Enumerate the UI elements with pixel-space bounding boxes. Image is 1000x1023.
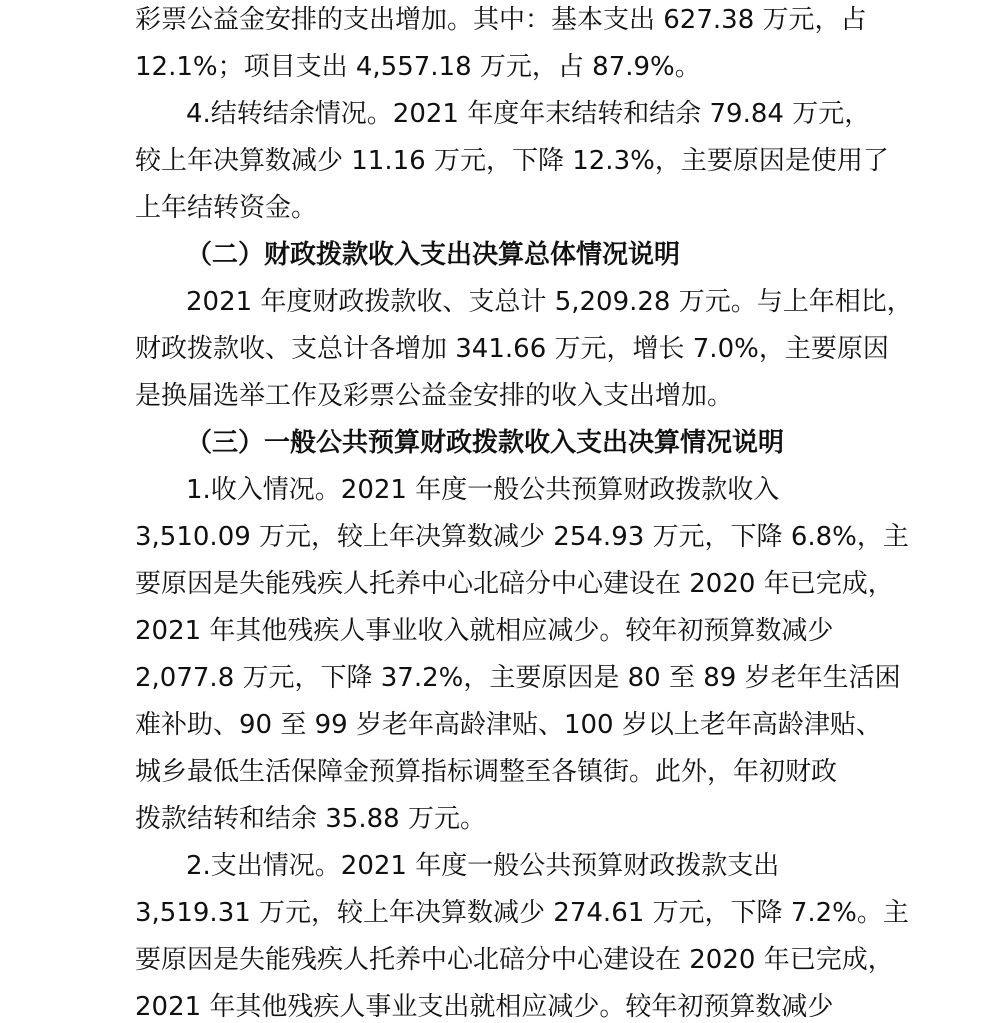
text-line: 3,519.31 万元，较上年决算数减少 274.61 万元，下降 7.2%。主 bbox=[135, 898, 909, 928]
text-line: 城乡最低生活保障金预算指标调整至各镇街。此外，年初财政 bbox=[135, 757, 838, 787]
text-line: 1.收入情况。2021 年度一般公共预算财政拨款收入 bbox=[186, 475, 780, 505]
text-line: 较上年决算数减少 11.16 万元，下降 12.3%，主要原因是使用了 bbox=[135, 146, 889, 176]
text-line: 彩票公益金安排的支出增加。其中：基本支出 627.38 万元，占 bbox=[135, 5, 867, 35]
text-line: 12.1%；项目支出 4,557.18 万元，占 87.9%。 bbox=[135, 52, 701, 82]
text-line: 2021 年其他残疾人事业支出就相应减少。较年初预算数减少 bbox=[135, 992, 834, 1022]
text-line: 财政拨款收、支总计各增加 341.66 万元，增长 7.0%，主要原因 bbox=[135, 334, 889, 364]
text-line: 上年结转资金。 bbox=[135, 193, 318, 223]
text-line: 2021 年度财政拨款收、支总计 5,209.28 万元。与上年相比， bbox=[186, 287, 913, 317]
text-line: 要原因是失能残疾人托养中心北碚分中心建设在 2020 年已完成， bbox=[135, 569, 894, 599]
text-line: 2021 年其他残疾人事业收入就相应减少。较年初预算数减少 bbox=[135, 616, 834, 646]
text-line: 是换届选举工作及彩票公益金安排的收入支出增加。 bbox=[135, 381, 734, 411]
text-line: 2.支出情况。2021 年度一般公共预算财政拨款支出 bbox=[186, 851, 780, 881]
text-line: 2,077.8 万元，下降 37.2%，主要原因是 80 至 89 岁老年生活困 bbox=[135, 663, 901, 693]
section-heading: （二）财政拨款收入支出决算总体情况说明 bbox=[186, 240, 681, 270]
text-line: 难补助、90 至 99 岁老年高龄津贴、100 岁以上老年高龄津贴、 bbox=[135, 710, 882, 740]
text-line: 拨款结转和结余 35.88 万元。 bbox=[135, 804, 486, 834]
text-line: 4.结转结余情况。2021 年度年末结转和结余 79.84 万元， bbox=[186, 99, 871, 129]
text-line: 要原因是失能残疾人托养中心北碚分中心建设在 2020 年已完成， bbox=[135, 945, 894, 975]
section-heading: （三）一般公共预算财政拨款收入支出决算情况说明 bbox=[186, 428, 785, 458]
text-line: 3,510.09 万元，较上年决算数减少 254.93 万元，下降 6.8%，主 bbox=[135, 522, 909, 552]
